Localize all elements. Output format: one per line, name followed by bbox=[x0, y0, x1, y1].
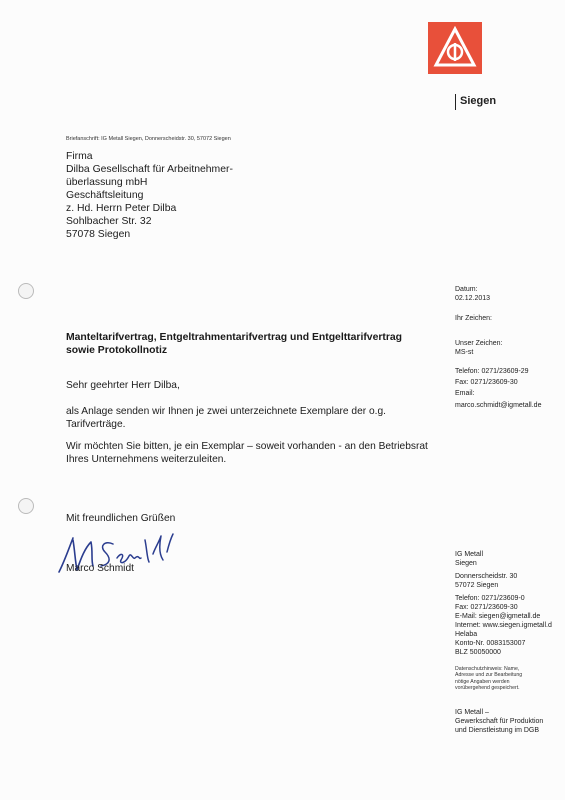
recipient-line: z. Hd. Herrn Peter Dilba bbox=[66, 203, 177, 214]
footer-contact-line: Internet: www.siegen.igmetall.d bbox=[455, 622, 552, 629]
our-ref-label: Unser Zeichen: bbox=[455, 340, 503, 347]
footer-address bbox=[455, 572, 517, 590]
recipient-line: Firma bbox=[66, 151, 93, 162]
paragraph-attachment: als Anlage senden wir Ihnen je zwei unterzeichnete Exemplare der o.g. Tarifverträge. bbox=[66, 406, 386, 430]
logo-emblem-icon bbox=[433, 26, 477, 70]
footer-contact bbox=[455, 594, 552, 630]
paragraph-request: Wir möchten Sie bitten, je ein Exemplar – soweit vorhanden - an den Betriebsrat Ihres Unternehmens weiterzuleiten. bbox=[66, 441, 428, 465]
footer-privacy-note bbox=[455, 666, 522, 691]
punch-hole-bottom bbox=[18, 498, 34, 514]
email-value: marco.schmidt@igmetall.de bbox=[455, 402, 542, 409]
footer-bank-line: Helaba bbox=[455, 631, 478, 638]
footer-privacy-line: vorübergehend gespeichert. bbox=[455, 684, 520, 691]
footer-address-line: 57072 Siegen bbox=[455, 582, 499, 589]
footer-union-line: Gewerkschaft für Produktion bbox=[455, 718, 544, 725]
footer-union bbox=[455, 708, 543, 735]
city-label: Siegen bbox=[460, 95, 497, 107]
signatory-name: Marco Schmidt bbox=[66, 563, 134, 574]
date-value: 02.12.2013 bbox=[455, 295, 491, 302]
recipient-address bbox=[66, 150, 233, 241]
footer-org bbox=[455, 550, 483, 568]
footer-union-line: und Dienstleistung im DGB bbox=[455, 727, 540, 734]
city-divider bbox=[455, 94, 456, 110]
footer-bank-line: BLZ 50050000 bbox=[455, 649, 501, 656]
salutation: Sehr geehrter Herr Dilba, bbox=[66, 380, 180, 391]
footer-org-line: Siegen bbox=[455, 560, 477, 567]
fax-line: Fax: 0271/23609-30 bbox=[455, 379, 518, 386]
date-label: Datum: bbox=[455, 286, 478, 293]
recipient-line: 57078 Siegen bbox=[66, 229, 131, 240]
letter-subject: Manteltarifvertrag, Entgeltrahmentarifvertrag und Entgelttarifvertrag sowie Protokollnotiz bbox=[66, 332, 403, 356]
closing: Mit freundlichen Grüßen bbox=[66, 513, 176, 524]
our-ref-value: MS-st bbox=[455, 349, 474, 356]
punch-hole-top bbox=[18, 283, 34, 299]
recipient-line: überlassung mbH bbox=[66, 177, 148, 188]
footer-address-line: Donnerscheidstr. 30 bbox=[455, 573, 518, 580]
footer-union-line: IG Metall – bbox=[455, 709, 489, 716]
footer-contact-line: Fax: 0271/23609-30 bbox=[455, 604, 518, 611]
your-ref-label: Ihr Zeichen: bbox=[455, 315, 492, 322]
footer-contact-line: Telefon: 0271/23609-0 bbox=[455, 595, 525, 602]
footer-privacy-line: Datenschutzhinweis: Name, bbox=[455, 666, 520, 672]
recipient-line: Sohlbacher Str. 32 bbox=[66, 216, 152, 227]
footer-privacy-line: nötige Angaben werden bbox=[455, 678, 510, 685]
footer-bank-line: Konto-Nr. 0083153007 bbox=[455, 640, 526, 647]
phone-line: Telefon: 0271/23609-29 bbox=[455, 368, 529, 375]
footer-contact-line: E-Mail: siegen@igmetall.de bbox=[455, 613, 541, 620]
footer-bank bbox=[455, 630, 525, 657]
ig-metall-logo bbox=[428, 22, 482, 74]
email-label: Email: bbox=[455, 390, 475, 397]
sender-address-line: Briefanschrift: IG Metall Siegen, Donnerscheidstr. 30, 57072 Siegen bbox=[66, 136, 231, 142]
footer-privacy-line: Adresse und zur Bearbeitung bbox=[455, 672, 523, 679]
footer-org-line: IG Metall bbox=[455, 551, 484, 558]
recipient-line: Dilba Gesellschaft für Arbeitnehmer- bbox=[66, 164, 233, 175]
recipient-line: Geschäftsleitung bbox=[66, 190, 144, 201]
